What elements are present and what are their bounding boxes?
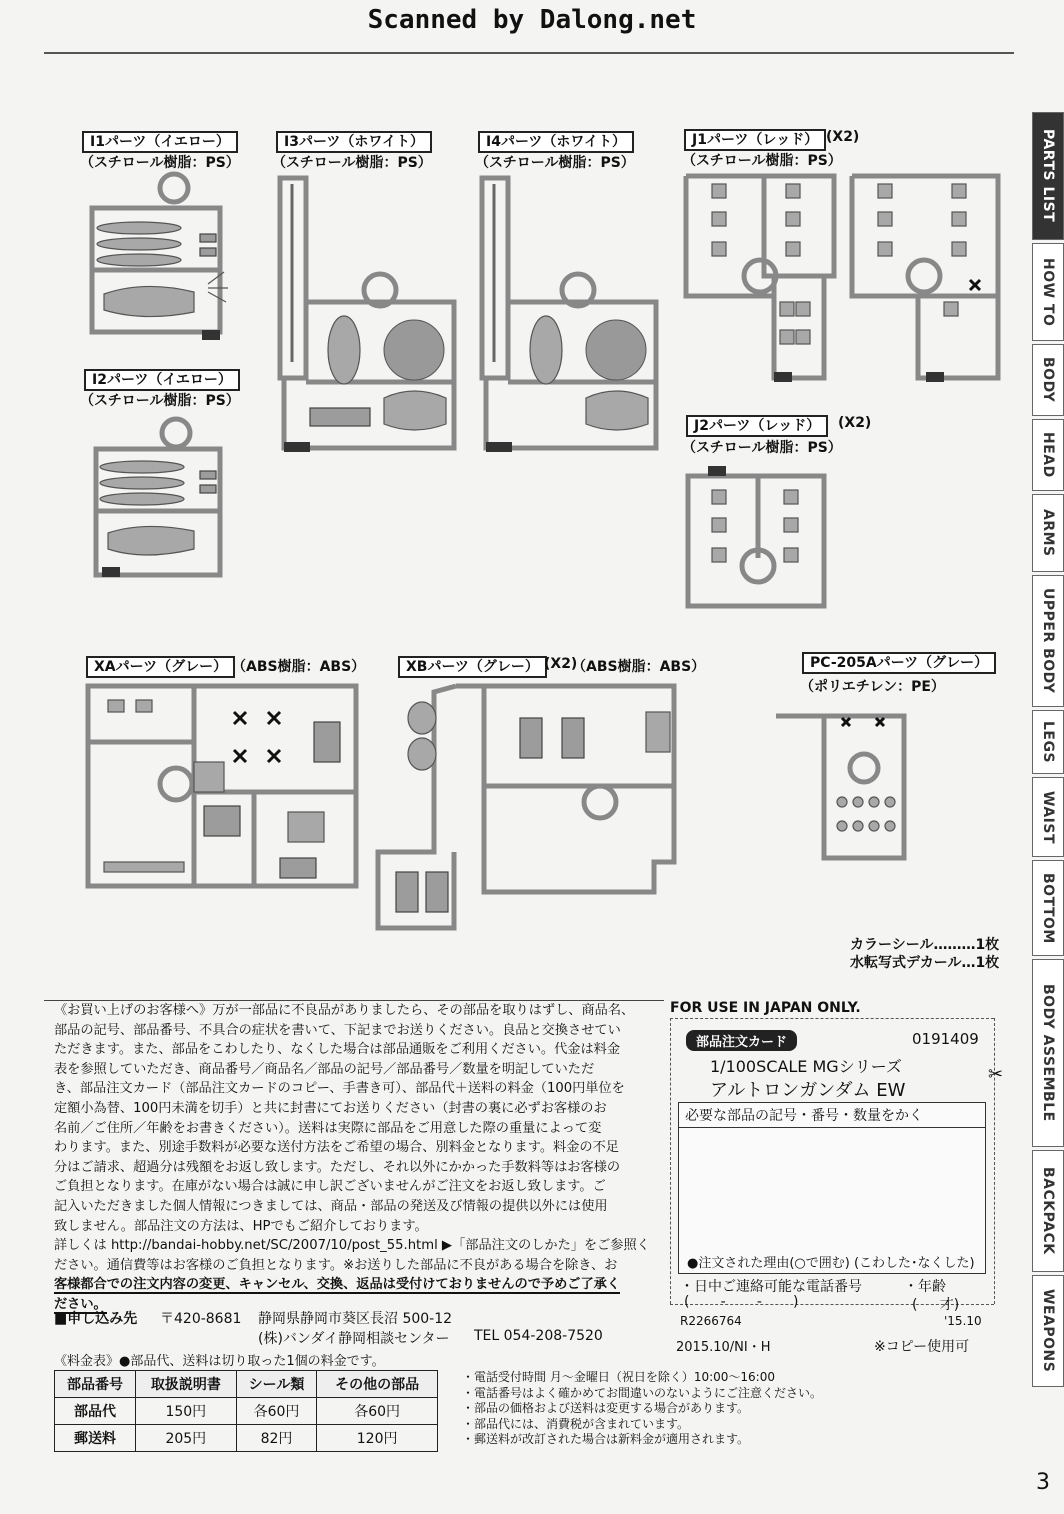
address-center: (株)バンダイ静岡相談センター xyxy=(258,1331,450,1347)
order-card-product: アルトロンガンダム EW xyxy=(710,1080,906,1101)
material-i1: （スチロール樹脂：PS） xyxy=(80,155,240,171)
price-header: 部品番号 xyxy=(55,1371,136,1398)
tab-upper-body[interactable]: UPPER BODY xyxy=(1032,575,1064,707)
table-row: 郵送料 205円 82円 120円 xyxy=(55,1425,438,1452)
phone-label: ・日中ご連絡可能な電話番号 xyxy=(680,1279,862,1295)
order-card-series: 1/100SCALE MGシリーズ xyxy=(710,1057,902,1076)
age-label: ・年齢 xyxy=(904,1279,946,1295)
count-j1: (X2) xyxy=(826,129,860,145)
age-field[interactable]: ( 才) xyxy=(912,1297,960,1313)
tab-legs[interactable]: LEGS xyxy=(1032,710,1064,774)
parts-label-j2: J2パーツ（レッド） xyxy=(686,415,828,437)
material-i4: （スチロール樹脂：PS） xyxy=(475,155,635,171)
tab-bottom[interactable]: BOTTOM xyxy=(1032,860,1064,956)
order-card-number: 0191409 xyxy=(912,1030,979,1048)
page-number: 3 xyxy=(1036,1470,1050,1495)
sprue-i4 xyxy=(476,172,676,462)
tab-waist[interactable]: WAIST xyxy=(1032,777,1064,857)
section-tabs xyxy=(1032,112,1064,1390)
parts-label-i2: I2パーツ（イエロー） xyxy=(84,369,240,391)
tab-how-to[interactable]: HOW TO xyxy=(1032,243,1064,341)
order-reason: ●注文された理由(○で囲む) (こわした･なくした) xyxy=(687,1256,975,1271)
policy-line-2: ださい。 xyxy=(54,1296,107,1312)
price-header: 取扱説明書 xyxy=(135,1371,236,1398)
phone-field[interactable]: ( - - ) xyxy=(684,1294,799,1310)
parts-label-i1: I1パーツ（イエロー） xyxy=(82,131,238,153)
table-row: 部品代 150円 各60円 各60円 xyxy=(55,1398,438,1425)
price-header: シール類 xyxy=(236,1371,317,1398)
parts-label-i3: I3パーツ（ホワイト） xyxy=(276,131,432,153)
address-tel: TEL 054-208-7520 xyxy=(474,1328,603,1344)
tab-weapons[interactable]: WEAPONS xyxy=(1032,1275,1064,1387)
sprue-i3 xyxy=(274,172,474,462)
sprue-pc205a xyxy=(772,706,912,866)
sprue-xa xyxy=(84,682,364,892)
parts-label-pc205a: PC-205Aパーツ（グレー） xyxy=(802,652,996,674)
material-xb: （ABS樹脂：ABS） xyxy=(572,659,706,675)
sticker-count: カラーシール………1枚 xyxy=(850,937,1000,953)
material-i2: （スチロール樹脂：PS） xyxy=(80,393,240,409)
decal-count: 水転写式デカール…1枚 xyxy=(850,955,1000,971)
sprue-j2 xyxy=(684,462,834,617)
card-code: R2266764 xyxy=(680,1314,742,1328)
parts-label-xb: XBパーツ（グレー） xyxy=(398,656,547,678)
sprue-i2 xyxy=(84,415,244,585)
cut-line-right xyxy=(994,1018,995,1304)
parts-label-i4: I4パーツ（ホワイト） xyxy=(478,131,634,153)
policy-line-1: 客様都合での注文内容の変更、キャンセル、交換、返品は受付けておりませんので予めご了承く xyxy=(54,1277,621,1293)
sprue-xb xyxy=(374,682,704,932)
count-xb: (X2) xyxy=(544,656,578,672)
scan-header: Scanned by Dalong.net xyxy=(367,5,697,35)
tab-head[interactable]: HEAD xyxy=(1032,419,1064,491)
sprue-j1 xyxy=(684,172,1014,387)
sprue-i1 xyxy=(84,172,244,342)
tab-parts-list[interactable]: PARTS LIST xyxy=(1032,112,1064,240)
card-date: '15.10 xyxy=(944,1314,982,1328)
address-label: ■申し込み先 xyxy=(54,1311,138,1327)
parts-label-j1: J1パーツ（レッド） xyxy=(684,129,826,151)
cut-line-left xyxy=(670,1018,671,1304)
parts-request-header: 必要な部品の記号・番号・数量をかく xyxy=(679,1103,985,1128)
tab-body-assemble[interactable]: BODY ASSEMBLE xyxy=(1032,959,1064,1147)
material-j1: （スチロール樹脂：PS） xyxy=(682,153,842,169)
count-j2: (X2) xyxy=(838,415,872,431)
order-card-tag: 部品注文カード xyxy=(686,1030,797,1051)
tab-body[interactable]: BODY xyxy=(1032,344,1064,416)
material-i3: （スチロール樹脂：PS） xyxy=(272,155,432,171)
customer-notice: 《お買い上げのお客様へ》万が一部品に不良品がありましたら、その部品を取りはずし、商品名、 部品の記号、部品番号、不具合の症状を書いて、下記までお送りください。良品と交換させてい ただきます。また、部品をこわしたり、なくした場合は部品通販をご利用ください。代金は料金 表を参照していただき、商品番号／商品名／部品の記号／部品番号／数量を明記していただ き、部品注文カード（部品注文カードのコピー、手書き可）、部品代＋送料の料金（100円単位を 定額小為替、100円未満を切手）と共に封書にてお送りください（封書の裏に必ずお客様のお 名前／ご住所／年齢をお書きください）。送料は実際に部品をご用意した際の重量によって変 わります。また、別途手数料が必要な送付方法をご希望の場合、別料金となります。料金の不足 分はご請求、超過分は残額をお返し致します。ただし、それ以外にかかった手数料等はお客様の ご負担となります。在庫がない場合は誠に申し訳ございませんがご注文をお返し致します。ご 記入いただきました個人情報につきましては、商品・部品の発送及び情報の提供以外には使用 致しません。部品注文の方法は、HPでもご紹介しております。 詳しくは http://bandai-hobby.net/SC/2007/10/post_55.html ▶「部品注文のしかた」をご参照く ださい。通信費等はお客様のご負担となります。※お送りした部品に不良がある場合を除き、お 客様都合での注文内容の変更、キャンセル、交換、返品は受付けておりませんので予めご了承く ださい。 xyxy=(54,1003,650,1312)
copy-allowed: ※コピー使用可 xyxy=(874,1339,970,1355)
price-header: その他の部品 xyxy=(317,1371,438,1398)
scissors-icon: ✂ xyxy=(988,1064,1004,1085)
top-rule xyxy=(44,52,1014,54)
material-pc205a: （ポリエチレン：PE） xyxy=(800,679,945,695)
address-street: 静岡県静岡市葵区長沼 500-12 xyxy=(258,1311,453,1327)
japan-only-note: FOR USE IN JAPAN ONLY. xyxy=(670,1000,861,1016)
tab-arms[interactable]: ARMS xyxy=(1032,494,1064,572)
material-j2: （スチロール樹脂：PS） xyxy=(682,440,842,456)
material-xa: （ABS樹脂：ABS） xyxy=(232,659,366,675)
address-postal: 〒420-8681 xyxy=(160,1311,242,1327)
parts-label-xa: XAパーツ（グレー） xyxy=(86,656,235,678)
cut-line-top xyxy=(670,1018,994,1019)
price-table-title: 《料金表》●部品代、送料は切り取った1個の料金です。 xyxy=(54,1354,385,1369)
tab-backpack[interactable]: BACKPACK xyxy=(1032,1150,1064,1272)
parts-request-box[interactable] xyxy=(678,1102,986,1274)
print-code: 2015.10/NI・H xyxy=(676,1340,771,1355)
price-table xyxy=(54,1370,438,1452)
service-notes: ・電話受付時間 月〜金曜日（祝日を除く）10:00〜16:00 ・電話番号はよく確かめてお間違いのないようにご注意ください。 ・部品の価格および送料は変更する場合があります。 ・部品代には、消費税が含まれています。 ・郵送料が改訂された場合は新料金が適用されます。 xyxy=(462,1370,823,1446)
